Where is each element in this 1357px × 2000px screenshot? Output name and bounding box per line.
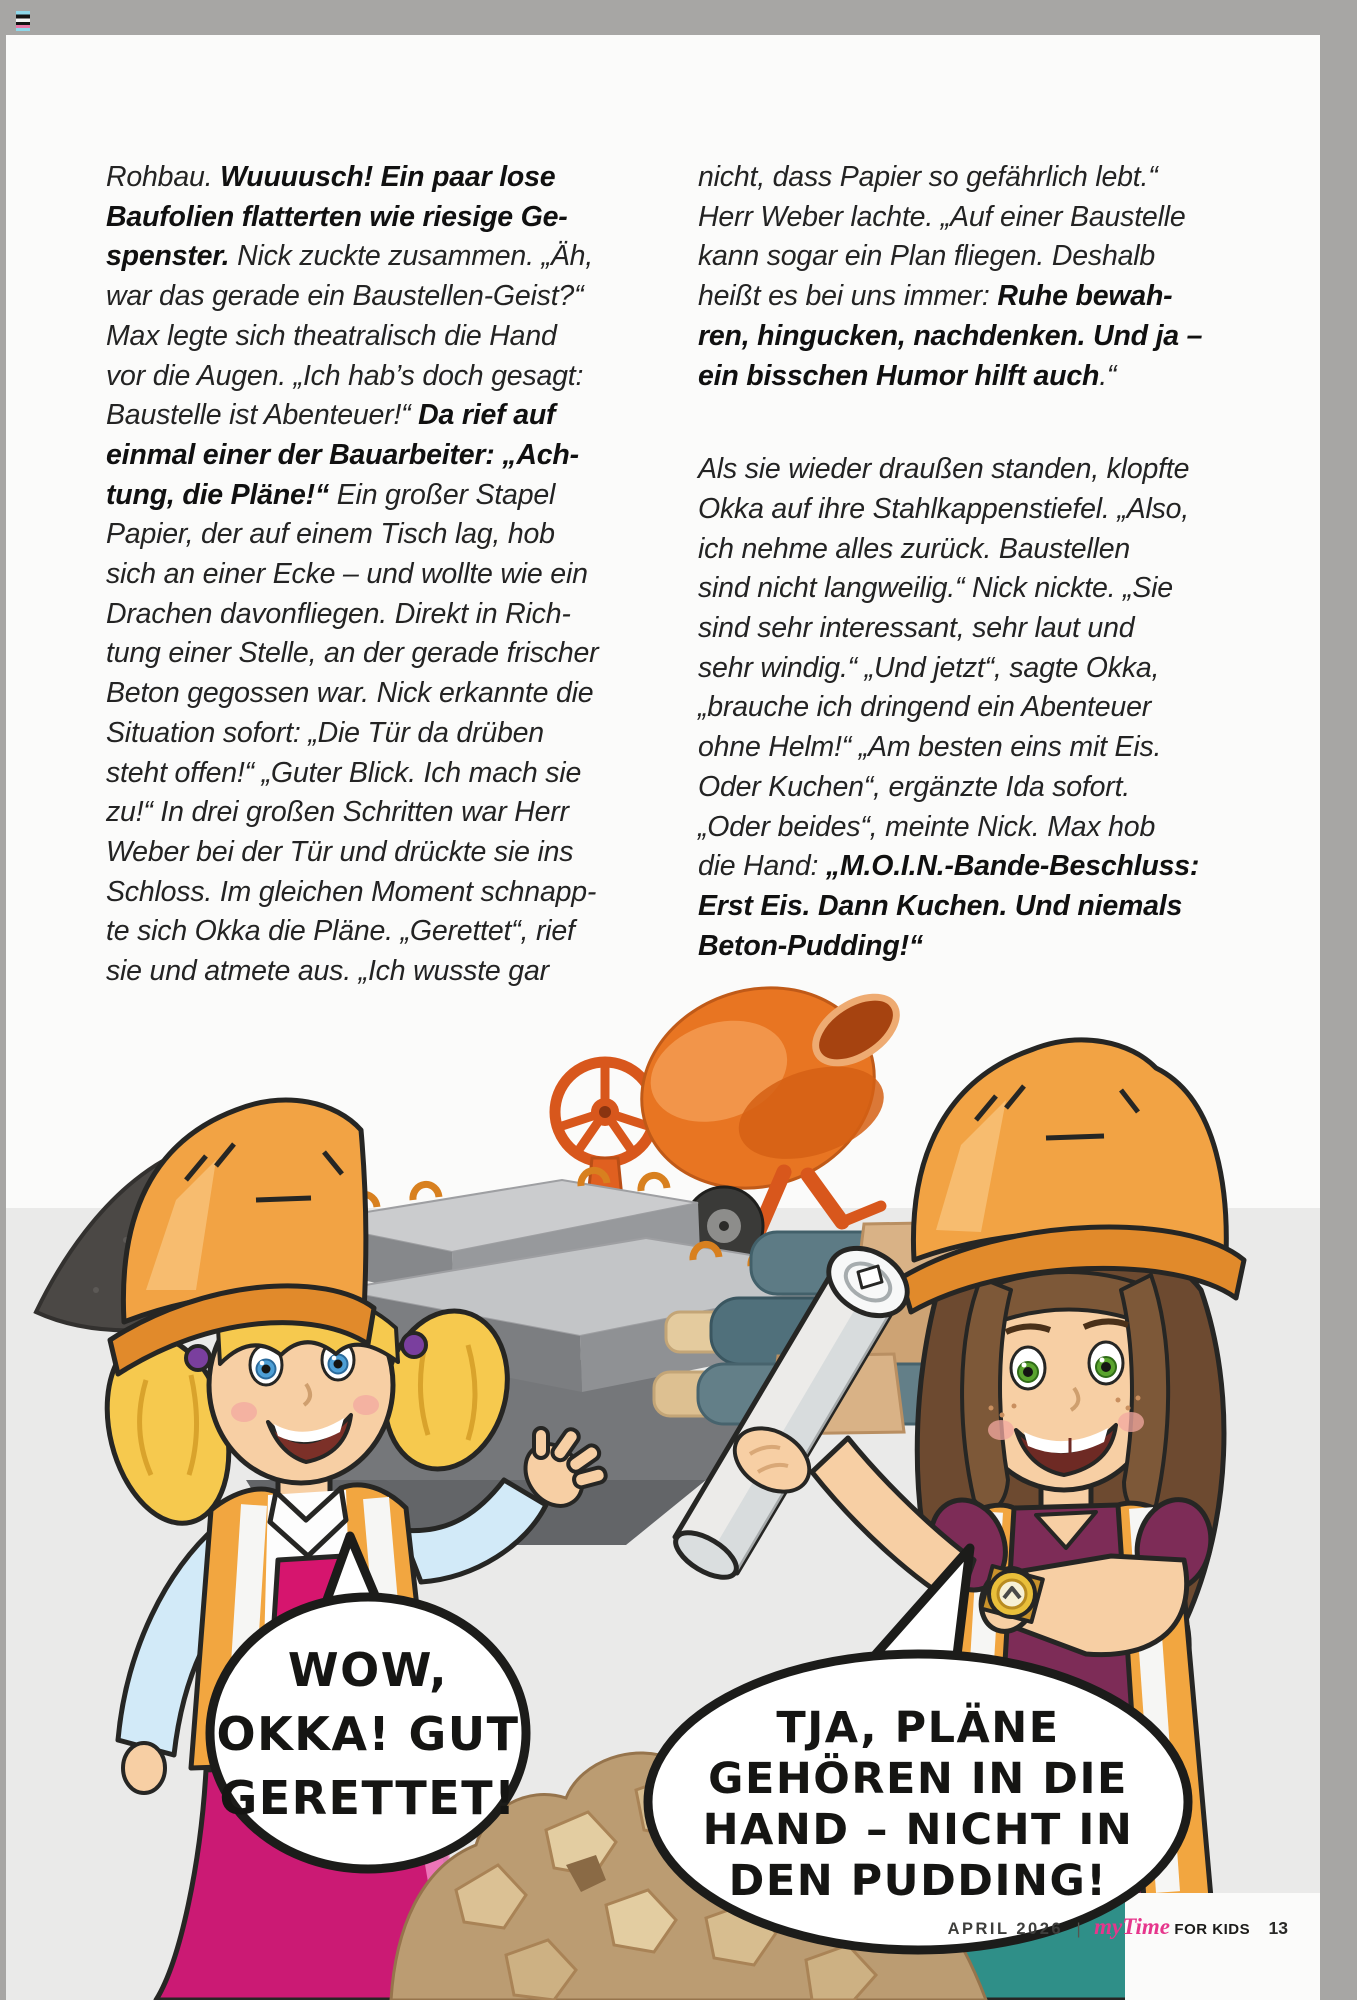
footer-brand-logo: myTime (1094, 1914, 1170, 1939)
construction-site-illustration (6, 960, 1320, 2000)
story-line: steht offen!“ „Guter Blick. Ich mach sie (106, 756, 582, 789)
story-line: Schloss. Im gleichen Moment schnapp- (106, 875, 597, 908)
story-line: ich nehme alles zurück. Baustellen (698, 532, 1131, 565)
speech-bubble-right-line-4: DEN PUDDING! (728, 1856, 1108, 1906)
footer-date: APRIL 2026 (947, 1920, 1064, 1938)
story-line: vor die Augen. „Ich hab’s doch gesagt: (106, 359, 584, 392)
story-line: Oder Kuchen“, ergänzte Ida sofort. (698, 770, 1131, 803)
story-line: Erst Eis. Dann Kuchen. Und niemals (698, 889, 1183, 922)
story-line: nicht, dass Papier so gefährlich lebt.“ (698, 161, 1158, 193)
story-line: sind nicht langweilig.“ Nick nickte. „Sie (698, 572, 1173, 605)
story-paragraph (698, 450, 1282, 966)
story-line: Papier, der auf einem Tisch lag, hob (106, 518, 555, 551)
folio-notch (1125, 1893, 1320, 2000)
speech-bubble-left-line-1: WOW, (287, 1643, 449, 1697)
story-line: Als sie wieder draußen standen, klopfte (698, 453, 1190, 486)
story-line: die Hand: „M.O.I.N.-Bande-Beschluss: (698, 850, 1200, 883)
story-line: Max legte sich theatralisch die Hand (106, 319, 557, 352)
story-line: „brauche ich dringend ein Abenteuer (698, 691, 1152, 724)
story-paragraph (698, 158, 1282, 396)
story-line: tung, die Pläne!“ Ein großer Stapel (106, 478, 556, 511)
story-line: Drachen davonfliegen. Direkt in Rich- (106, 597, 571, 630)
story-column-right (698, 158, 1282, 966)
print-registration-mark (16, 11, 30, 31)
story-line: einmal einer der Bauarbeiter: „Ach- (106, 438, 579, 471)
story-line: Herr Weber lachte. „Auf einer Baustelle (698, 200, 1186, 233)
speech-bubble-right-line-3: HAND – NICHT IN (702, 1805, 1134, 1855)
story-line: Beton gegossen war. Nick erkannte die (106, 677, 594, 710)
story-line: war das gerade ein Baustellen-Geist?“ (106, 280, 584, 313)
story-line: sind sehr interessant, sehr laut und (698, 612, 1135, 645)
story-line: Situation sofort: „Die Tür da drüben (106, 716, 544, 749)
story-line: ohne Helm!“ „Am besten eins mit Eis. (698, 731, 1162, 764)
story-line: tung einer Stelle, an der gerade frischer (106, 637, 599, 670)
speech-bubble-right-line-2: GEHÖREN IN DIE (708, 1754, 1128, 1804)
story-line: Baufolien flatterten wie riesige Ge- (106, 200, 568, 233)
story-line: zu!“ In drei großen Schritten war Herr (106, 796, 569, 829)
story-line: Okka auf ihre Stahlkappenstiefel. „Also, (698, 492, 1190, 525)
story-line: Beton-Pudding!“ (698, 929, 923, 962)
story-line: „Oder beides“, meinte Nick. Max hob (698, 810, 1156, 843)
speech-bubble-left-line-2: OKKA! GUT (216, 1707, 520, 1761)
footer-page-number: 13 (1268, 1918, 1288, 1938)
footer-brand-caps: FOR KIDS (1174, 1921, 1251, 1938)
story-column-left (106, 158, 672, 992)
speech-bubble-left-line-3: GERETTET! (219, 1771, 517, 1825)
story-line: sich an einer Ecke – und wollte wie ein (106, 558, 588, 591)
story-line: heißt es bei uns immer: Ruhe bewah- (698, 280, 1173, 313)
footer-separator: | (1076, 1921, 1081, 1938)
speech-bubble-right-line-1: TJA, PLÄNE (776, 1703, 1060, 1753)
story-line: ren, hingucken, nachdenken. Und ja – (698, 319, 1203, 352)
story-line: ein bisschen Humor hilft auch.“ (698, 359, 1117, 392)
story-line: kann sogar ein Plan fliegen. Deshalb (698, 240, 1156, 273)
story-line: Rohbau. Wuuuusch! Ein paar lose (106, 161, 556, 193)
story-line: sie und atmete aus. „Ich wusste gar (106, 955, 549, 988)
story-line: sehr windig.“ „Und jetzt“, sagte Okka, (698, 651, 1160, 684)
story-line: te sich Okka die Pläne. „Gerettet“, rief (106, 915, 575, 948)
story-line: Baustelle ist Abenteuer!“ Da rief auf (106, 399, 556, 432)
story-line: spenster. Nick zuckte zusammen. „Äh, (106, 240, 593, 273)
page-footer (890, 1914, 1288, 1940)
story-line: Weber bei der Tür und drückte sie ins (106, 835, 574, 868)
